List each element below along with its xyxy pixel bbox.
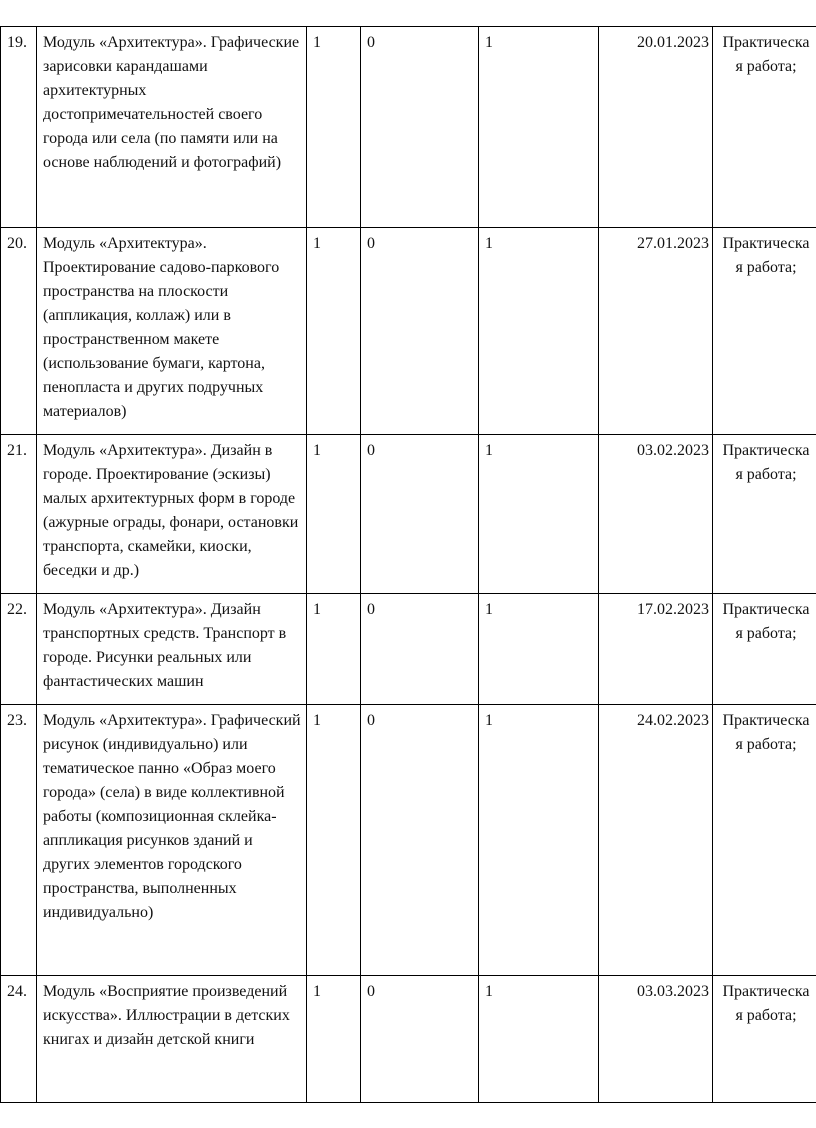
table-row (1, 705, 816, 976)
lesson-date: 17.02.2023 (599, 594, 713, 705)
hours-practice: 1 (479, 27, 599, 228)
lesson-date: 03.02.2023 (599, 435, 713, 594)
hours-total: 1 (307, 27, 361, 228)
lesson-number: 21. (1, 435, 37, 594)
hours-practice: 1 (479, 976, 599, 1103)
table-row (1, 594, 816, 705)
table-row (1, 976, 816, 1103)
table-row (1, 27, 816, 228)
control-form: Практическая работа; (713, 594, 816, 705)
hours-total: 1 (307, 435, 361, 594)
control-form: Практическая работа; (713, 705, 816, 976)
lesson-topic: Модуль «Восприятие произведений искусства». Иллюстрации в детских книгах и дизайн детской книги (37, 976, 307, 1103)
hours-control: 0 (361, 976, 479, 1103)
hours-control: 0 (361, 27, 479, 228)
hours-control: 0 (361, 594, 479, 705)
hours-total: 1 (307, 976, 361, 1103)
table-row (1, 435, 816, 594)
lesson-number: 24. (1, 976, 37, 1103)
lesson-date: 27.01.2023 (599, 228, 713, 435)
hours-total: 1 (307, 705, 361, 976)
lesson-date: 24.02.2023 (599, 705, 713, 976)
lesson-date: 20.01.2023 (599, 27, 713, 228)
hours-total: 1 (307, 228, 361, 435)
lesson-plan-table (0, 26, 816, 1103)
hours-total: 1 (307, 594, 361, 705)
lesson-topic: Модуль «Архитектура». Графический рисунок (индивидуально) или тематическое панно «Образ моего города» (села) в виде коллективной работы (композиционная склейка-аппликация рисунков зданий и других элементов городского пространства, выполненных индивидуально) (37, 705, 307, 976)
control-form: Практическая работа; (713, 435, 816, 594)
lesson-topic: Модуль «Архитектура». Проектирование садово-паркового пространства на плоскости (аппликация, коллаж) или в пространственном макете (использование бумаги, картона, пенопласта и других подручных материалов) (37, 228, 307, 435)
hours-control: 0 (361, 435, 479, 594)
hours-control: 0 (361, 705, 479, 976)
lesson-number: 23. (1, 705, 37, 976)
table-row (1, 228, 816, 435)
lesson-topic: Модуль «Архитектура». Дизайн транспортных средств. Транспорт в городе. Рисунки реальных или фантастических машин (37, 594, 307, 705)
hours-practice: 1 (479, 435, 599, 594)
lesson-topic: Модуль «Архитектура». Графические зарисовки карандашами архитектурных достопримечательностей своего города или села (по памяти или на основе наблюдений и фотографий) (37, 27, 307, 228)
lesson-number: 19. (1, 27, 37, 228)
control-form: Практическая работа; (713, 228, 816, 435)
hours-practice: 1 (479, 228, 599, 435)
lesson-date: 03.03.2023 (599, 976, 713, 1103)
control-form: Практическая работа; (713, 976, 816, 1103)
lesson-number: 22. (1, 594, 37, 705)
control-form: Практическая работа; (713, 27, 816, 228)
lesson-topic: Модуль «Архитектура». Дизайн в городе. Проектирование (эскизы) малых архитектурных форм в городе (ажурные ограды, фонари, остановки транспорта, скамейки, киоски, беседки и др.) (37, 435, 307, 594)
hours-control: 0 (361, 228, 479, 435)
lesson-number: 20. (1, 228, 37, 435)
hours-practice: 1 (479, 705, 599, 976)
hours-practice: 1 (479, 594, 599, 705)
